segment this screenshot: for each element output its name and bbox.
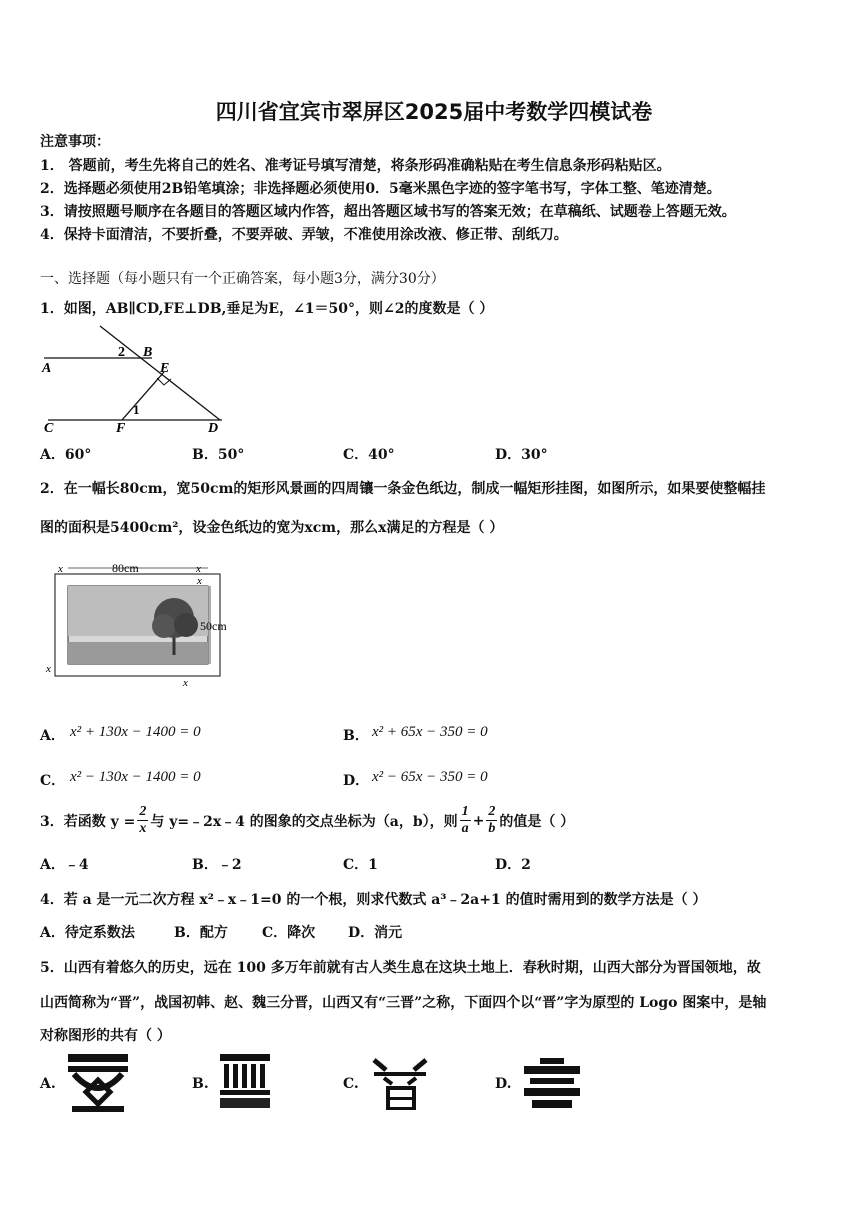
notice-item: 3．请按照题号顺序在各题目的答题区域内作答，超出答题区域书写的答案无效；在草稿纸、试题卷上答题无效。 <box>40 204 736 220</box>
jin-logo-d-icon <box>522 1056 582 1110</box>
q2-figure <box>40 560 240 692</box>
question-5-line3: 对称图形的共有（ ） <box>40 1028 171 1044</box>
question-2-line2: 图的面积是5400cm²，设金色纸边的宽为xcm，那么x满足的方程是（ ） <box>40 520 504 536</box>
label-b: B <box>143 345 153 360</box>
q2-option-b: x² + 65x − 350 = 0 <box>372 724 488 740</box>
notice-item: 1． 答题前，考生先将自己的姓名、准考证号填写清楚，将条形码准确粘贴在考生信息条形码粘贴区。 <box>40 158 671 174</box>
fraction-2-over-b: $\frac{2}{b}$ <box>488 804 496 836</box>
page-title: 四川省宜宾市翠屏区2025届中考数学四模试卷 <box>215 100 653 124</box>
q5-option-d: D. <box>495 1076 512 1092</box>
q1-option-a: A．60° <box>40 447 92 463</box>
q3-option-d: D．2 <box>495 857 531 873</box>
q3-option-b: B．﹣2 <box>192 857 242 873</box>
q4-option-a: A．待定系数法 <box>40 925 135 941</box>
label-c: C <box>44 421 54 434</box>
q4-option-d: D．消元 <box>348 925 403 941</box>
q2-option-a-label: A． <box>40 728 65 744</box>
jin-logo-b-icon <box>218 1052 272 1110</box>
notice-item: 4．保持卡面清洁，不要折叠，不要弄破、弄皱，不准使用涂改液、修正带、刮纸刀。 <box>40 227 568 243</box>
x-label-top-right: x <box>196 563 201 575</box>
fraction-1-over-a: $\frac{1}{a}$ <box>461 804 469 836</box>
question-1-text: 1．如图，AB∥CD,FE⊥DB,垂足为E，∠1＝50°，则∠2的度数是（ ） <box>40 301 494 317</box>
jin-logo-a-icon <box>66 1052 130 1114</box>
q2-option-b-label: B． <box>343 728 369 744</box>
q4-option-c: C．降次 <box>262 925 316 941</box>
q3-option-a: A．﹣4 <box>40 857 89 873</box>
notice-heading: 注意事项： <box>40 134 110 150</box>
q1-option-d: D．30° <box>495 447 548 463</box>
q3-pre: 3．若函数 y = <box>40 813 136 830</box>
angle-2-label: 2 <box>118 345 125 360</box>
q2-option-c-label: C． <box>40 773 66 789</box>
q2-option-d-label: D． <box>343 773 370 789</box>
question-3 <box>40 804 574 837</box>
label-f: F <box>116 421 126 434</box>
notice-item: 2．选择题必须使用2B铅笔填涂；非选择题必须使用0．5毫米黑色字迹的签字笔书写，字体工整、笔迹清楚。 <box>40 181 721 197</box>
section-heading: 一、选择题（每小题只有一个正确答案，每小题3分，满分30分） <box>40 271 445 287</box>
q5-option-c: C. <box>343 1076 359 1092</box>
question-5-line2: 山西简称为“晋”，战国初韩、赵、魏三分晋，山西又有“三晋”之称，下面四个以“晋”字为原型的 Logo 图案中，是轴 <box>40 995 767 1011</box>
x-label-right: x <box>197 575 202 587</box>
label-e: E <box>160 361 170 376</box>
q3-post: 的值是（ ） <box>499 813 575 830</box>
x-label-top: x <box>58 563 63 575</box>
label-a: A <box>42 361 52 376</box>
q1-option-b: B．50° <box>192 447 245 463</box>
fraction-2-over-x: $\frac{2}{x}$ <box>139 804 147 836</box>
q2-option-a: x² + 130x − 1400 = 0 <box>70 724 201 740</box>
q1-figure <box>40 322 230 434</box>
width-label: 80cm <box>112 561 139 575</box>
q3-option-c: C．1 <box>343 857 378 873</box>
q5-option-b: B. <box>192 1076 209 1092</box>
q2-option-c: x² − 130x − 1400 = 0 <box>70 769 201 785</box>
q1-option-c: C．40° <box>343 447 395 463</box>
label-d: D <box>208 421 219 434</box>
question-5-line1: 5．山西有着悠久的历史，远在 100 多万年前就有古人类生息在这块土地上．春秋时期，山西大部分为晋国领地，故 <box>40 960 761 976</box>
plus-sign: + <box>472 812 485 829</box>
height-label: 50cm <box>200 619 227 633</box>
angle-1-label: 1 <box>133 402 140 417</box>
x-label-bottom: x <box>183 677 188 689</box>
question-4-text: 4．若 a 是一元二次方程 x²﹣x﹣1=0 的一个根，则求代数式 a³﹣2a+1 的值时需用到的数学方法是（ ） <box>40 892 707 908</box>
q2-option-d: x² − 65x − 350 = 0 <box>372 769 488 785</box>
q4-option-b: B．配方 <box>174 925 228 941</box>
q5-option-a: A. <box>40 1076 56 1092</box>
x-label-left: x <box>46 663 51 675</box>
question-2-line1: 2．在一幅长80cm，宽50cm的矩形风景画的四周镶一条金色纸边，制成一幅矩形挂图，如图所示，如果要使整幅挂 <box>40 481 766 497</box>
jin-logo-c-icon <box>370 1054 430 1112</box>
q3-mid: 与 y=﹣2x﹣4 的图象的交点坐标为（a，b），则 <box>150 813 458 830</box>
